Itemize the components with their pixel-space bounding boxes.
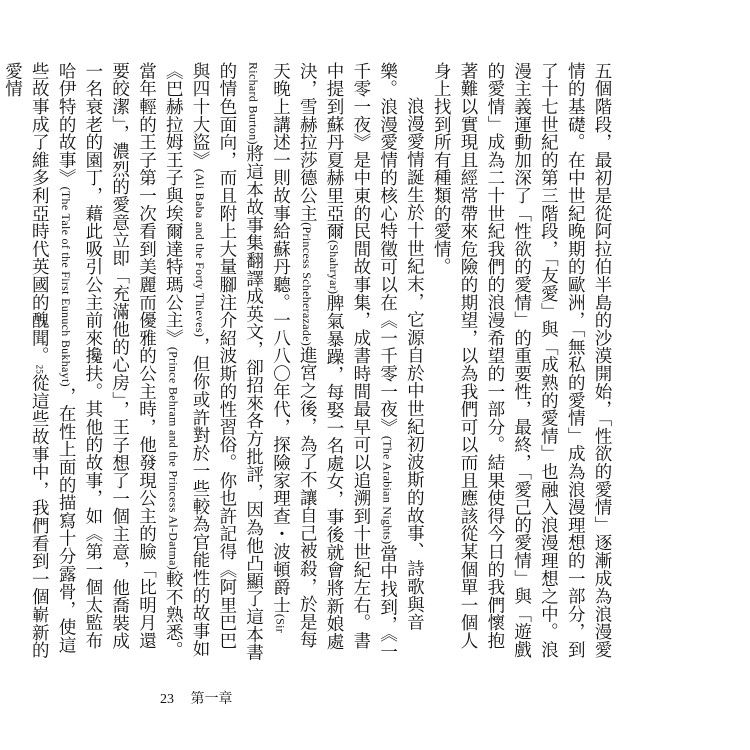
english-title-run: (The Arabian Nights) [380,435,395,545]
text-run: 浪漫愛情誕生於十世紀末，它源自於中世紀初波斯的故事、詩歌與音樂。浪漫愛情的核心特徵可以在《一千零一夜》 [377,62,425,631]
english-title-run: (Shahryar) [327,240,342,295]
english-title-run: (The Tale of the First Eunuch Bukhayt) [59,186,74,387]
english-title-run: (Ali Baba and the Forty Thieves) [193,168,208,338]
english-title-run: (Princess Scheherazade) [300,222,315,347]
text-run: ，但你或許對於一些較為官能性的故事如《巴赫拉姆王子與埃爾達特瑪公主》 [163,62,211,658]
paragraph [427,62,615,662]
english-title-run: (Sir Richard Burton) [246,62,288,634]
page-footer [160,688,232,708]
text-run: 當中找到，《一千零一夜》是中東的民間故事集，成書時間最早可以追溯到十世紀左右。書中提到蘇丹夏赫里亞爾 [324,62,398,661]
text-run: 五個階段，最初是從阿拉伯半島的沙漠開始，「性欲的愛情」逐漸成為浪漫愛情的基礎。在中世紀晚期的歐洲，「無私的愛情」成為浪漫理想的一部分，到了十七世紀的第三階段，「友愛」與「成熟的愛情」也融入浪漫理想之中。浪漫主義運動加深了「性欲的愛情」的重要性，最終，「愛己的愛情」與「遊戲的愛情」成為二十世紀我們的浪漫希望的一部分。結果使得今日的我們懷抱著難以實現且經常帶來危險的期望，以為我們可以而且應該從某個單一個人身上找到所有種類的愛情。 [431,62,612,659]
body-text [2,62,615,662]
page-number: 23 [160,692,174,707]
footnote-reference: 25 [34,364,45,375]
chapter-running-head: 第一章 [190,691,233,707]
paragraph [0,62,427,662]
text-run: 脾氣暴躁，每娶一名處女，事後就會將新娘處決，雪赫拉莎德公主 [297,62,345,651]
text-run: 將這本故事集翻譯成英文，卻招來各方批評，因為他凸顯了這本書的情色面向，而且附上大量腳注介紹波斯的性習俗。你也許記得《阿里巴巴與四十大盜》 [190,62,264,662]
english-title-run: (Prince Behram and the Princess Al-Datma) [166,346,181,571]
text-run: 較不熟悉。當年輕的王子第一次看到美麗而優雅的公主時，他發現公主的臉「比明月還要皎潔」，濃烈的愛意立即「充滿他的心房」，王子想了一個主意，他喬裝成一名衰老的園丁，藉此吸引公主前來攙扶。其他的故事，如《第一個太監布哈伊特的故事》 [56,62,184,660]
text-run: 進宮之後，為了不讓自己被殺，於是每天晚上講述一則故事給蘇丹聽。一八八〇年代，探險家理查・波頓爵士 [270,62,318,649]
text-run: 從這些故事中，我們看到一個嶄新的愛情 [2,62,50,660]
text-run: ，在性上面的描寫十分露骨，使這些故事成了維多利亞時代英國的醜聞。 [29,62,77,654]
